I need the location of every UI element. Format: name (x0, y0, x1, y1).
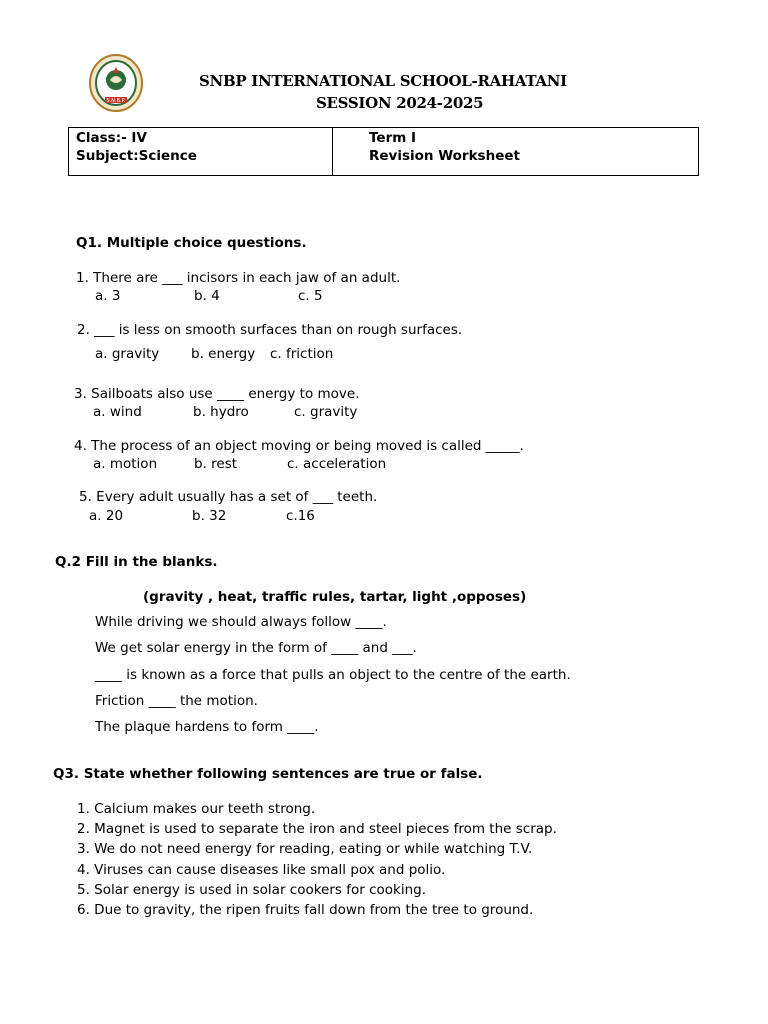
mcq-option-2a: a. gravity (95, 346, 160, 362)
fill-blank-3: ____ is known as a force that pulls an object to the centre of the earth. (95, 667, 571, 683)
mcq-question-2: 2. ___ is less on smooth surfaces than on rough surfaces. (77, 322, 463, 338)
school-logo (88, 53, 144, 113)
true-false-5: 5. Solar energy is used in solar cookers for cooking. (77, 882, 427, 898)
fill-blank-1: While driving we should always follow ____. (95, 614, 387, 630)
mcq-option-1a: a. 3 (95, 288, 121, 304)
mcq-question-4: 4. The process of an object moving or being moved is called _____. (74, 438, 524, 454)
true-false-4: 4. Viruses can cause diseases like small pox and polio. (77, 862, 446, 878)
q3-heading: Q3. State whether following sentences are true or false. (53, 766, 483, 782)
q2-heading: Q.2 Fill in the blanks. (55, 554, 218, 570)
mcq-option-4b: b. rest (194, 456, 238, 472)
logo-text: S.N.B.P. (106, 98, 126, 104)
true-false-3: 3. We do not need energy for reading, eating or while watching T.V. (77, 841, 533, 857)
true-false-1: 1. Calcium makes our teeth strong. (77, 801, 316, 817)
session-title: SESSION 2024-2025 (316, 94, 484, 112)
true-false-2: 2. Magnet is used to separate the iron and steel pieces from the scrap. (77, 821, 557, 837)
class-label: Class:- IV (76, 130, 147, 146)
mcq-option-5b: b. 32 (192, 508, 227, 524)
mcq-option-3c: c. gravity (294, 404, 358, 420)
table-divider (332, 128, 333, 175)
mcq-question-3: 3. Sailboats also use ____ energy to move. (74, 386, 360, 402)
fill-blank-4: Friction ____ the motion. (95, 693, 258, 709)
mcq-question-5: 5. Every adult usually has a set of ___ teeth. (79, 489, 378, 505)
school-name: SNBP INTERNATIONAL SCHOOL-RAHATANI (199, 72, 567, 90)
mcq-option-3a: a. wind (93, 404, 142, 420)
mcq-option-1b: b. 4 (194, 288, 220, 304)
q1-heading: Q1. Multiple choice questions. (76, 235, 307, 251)
mcq-option-2b: b. energy (191, 346, 256, 362)
true-false-6: 6. Due to gravity, the ripen fruits fall down from the tree to ground. (77, 902, 534, 918)
mcq-option-4c: c. acceleration (287, 456, 387, 472)
subject-label: Subject:Science (76, 148, 197, 164)
mcq-option-2c: c. friction (270, 346, 334, 362)
mcq-option-5c: c.16 (286, 508, 315, 524)
term-label: Term I (369, 130, 417, 146)
mcq-option-3b: b. hydro (193, 404, 249, 420)
mcq-option-4a: a. motion (93, 456, 158, 472)
mcq-option-1c: c. 5 (298, 288, 323, 304)
mcq-option-5a: a. 20 (89, 508, 124, 524)
fill-blank-2: We get solar energy in the form of ____ and ___. (95, 640, 417, 656)
info-table (68, 127, 699, 176)
worksheet-label: Revision Worksheet (369, 148, 520, 164)
word-bank: (gravity , heat, traffic rules, tartar, light ,opposes) (143, 589, 527, 605)
fill-blank-5: The plaque hardens to form ____. (95, 719, 319, 735)
mcq-question-1: 1. There are ___ incisors in each jaw of an adult. (76, 270, 401, 286)
